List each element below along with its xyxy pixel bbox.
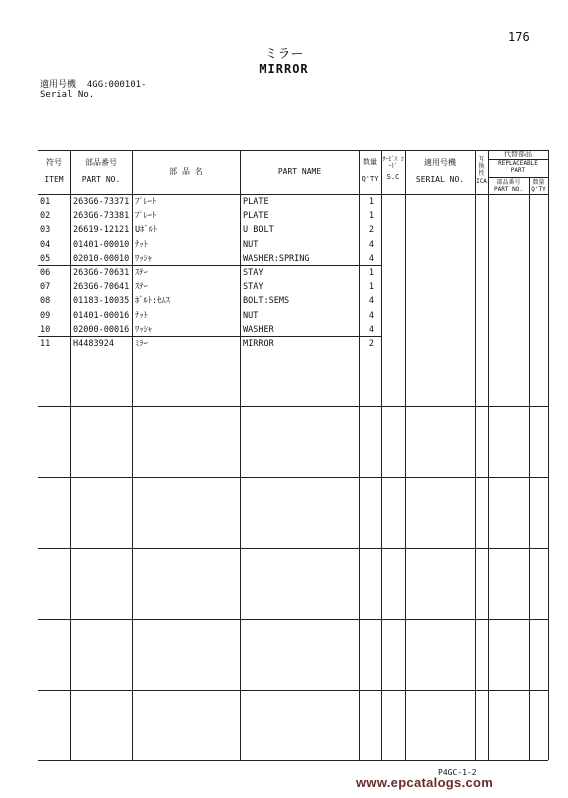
header-interchange-jp: 互換性 bbox=[478, 156, 485, 177]
header-item-jp: 符号 bbox=[46, 158, 62, 167]
header-replaceable-jp: 代替部品 bbox=[504, 150, 532, 158]
item-number: 06 bbox=[40, 268, 51, 278]
part-number: 263G6-70631 bbox=[73, 268, 130, 278]
part-number: 02010-00010 bbox=[73, 253, 130, 264]
header-replaceable bbox=[488, 151, 548, 174]
header-repl-part-no-jp: 部品番号 bbox=[496, 179, 521, 186]
header-replaceable-en1: REPLACEABLE bbox=[498, 160, 538, 167]
header-qty-jp: 数量 bbox=[363, 158, 377, 166]
part-name: BOLT:SEMS bbox=[243, 296, 290, 307]
header-sc-en: S.C bbox=[386, 173, 400, 181]
part-number: 02000-00016 bbox=[73, 324, 130, 335]
quantity: 2 bbox=[368, 225, 374, 236]
quantity: 4 bbox=[368, 310, 374, 321]
part-number: 263G6-73371 bbox=[73, 197, 130, 207]
quantity: 1 bbox=[368, 282, 374, 293]
header-item bbox=[38, 157, 70, 185]
part-name-jp: ﾅｯﾄ bbox=[135, 310, 148, 321]
header-repl-qty-en: Q'TY bbox=[531, 186, 546, 193]
header-interchange bbox=[475, 156, 488, 185]
header-name-jp: 部 品 名 bbox=[169, 167, 203, 176]
part-number: 01401-00010 bbox=[73, 239, 130, 250]
header-repl-part-no bbox=[488, 179, 529, 193]
header-item-en: ITEM bbox=[44, 175, 64, 184]
header-serial-jp: 適用号機 bbox=[424, 158, 456, 167]
header-qty bbox=[359, 157, 381, 185]
item-number: 07 bbox=[40, 282, 51, 293]
quantity: 4 bbox=[368, 253, 374, 264]
item-number: 01 bbox=[40, 197, 51, 207]
item-number: 02 bbox=[40, 211, 51, 222]
part-name: STAY bbox=[243, 268, 264, 278]
footer-code: P4GC-1-2 bbox=[438, 768, 477, 777]
header-repl-qty-jp: 数量 bbox=[532, 179, 545, 186]
header-interchange-en: ICA bbox=[476, 178, 487, 185]
header-sc bbox=[381, 156, 405, 181]
applicable-label-jp: 適用号機 bbox=[40, 80, 77, 90]
part-name-jp: ｽﾃｰ bbox=[135, 268, 148, 278]
part-name: PLATE bbox=[243, 211, 269, 222]
header-qty-en: Q'TY bbox=[361, 175, 379, 183]
part-number: 26619-12121 bbox=[73, 225, 130, 236]
header-sc-jp: ｻｰﾋﾞｽ ｺｰﾄﾞ bbox=[382, 156, 404, 170]
quantity: 2 bbox=[368, 339, 374, 349]
applicable-label-en: Serial No. bbox=[40, 90, 95, 100]
part-name-jp: ﾜｯｼｬ bbox=[135, 324, 153, 335]
part-name: PLATE bbox=[243, 197, 269, 207]
part-name-jp: ﾌﾟﾚｰﾄ bbox=[135, 197, 157, 207]
item-number: 03 bbox=[40, 225, 51, 236]
part-name-jp: ﾅｯﾄ bbox=[135, 239, 148, 250]
quantity: 1 bbox=[368, 268, 374, 278]
part-number: 263G6-73381 bbox=[73, 211, 130, 222]
quantity: 4 bbox=[368, 324, 374, 335]
part-number: 01401-00016 bbox=[73, 310, 130, 321]
part-name: MIRROR bbox=[243, 339, 274, 349]
part-name-jp: ｽﾃｰ bbox=[135, 282, 148, 293]
header-serial-en: SERIAL NO. bbox=[415, 175, 465, 184]
part-name-jp: ﾌﾟﾚｰﾄ bbox=[135, 211, 157, 222]
quantity: 4 bbox=[368, 239, 374, 250]
page-number: 176 bbox=[508, 30, 530, 44]
part-name-jp: ﾐﾗｰ bbox=[135, 339, 148, 349]
quantity: 1 bbox=[368, 197, 374, 207]
header-serial bbox=[405, 157, 475, 185]
part-name-jp: ﾎﾞﾙﾄ:ｾﾑｽ bbox=[135, 296, 170, 307]
item-number: 10 bbox=[40, 324, 51, 335]
part-name-jp: ﾜｯｼｬ bbox=[135, 253, 153, 264]
item-number: 09 bbox=[40, 310, 51, 321]
quantity: 4 bbox=[368, 296, 374, 307]
part-name: WASHER:SPRING bbox=[243, 253, 310, 264]
part-name: NUT bbox=[243, 239, 259, 250]
header-part-no bbox=[70, 157, 132, 185]
item-number: 05 bbox=[40, 253, 51, 264]
item-number: 08 bbox=[40, 296, 51, 307]
header-part-no-jp: 部品番号 bbox=[85, 158, 117, 167]
header-replaceable-en2: PART bbox=[510, 167, 526, 174]
header-part-name: PART NAME bbox=[277, 167, 322, 176]
item-number: 04 bbox=[40, 239, 51, 250]
part-name-jp: Uﾎﾞﾙﾄ bbox=[135, 225, 158, 236]
page-title-jp: ミラー bbox=[264, 47, 304, 62]
page-title-en: MIRROR bbox=[259, 62, 309, 76]
part-name: NUT bbox=[243, 310, 259, 321]
part-number: 01183-10035 bbox=[73, 296, 130, 307]
part-name: STAY bbox=[243, 282, 264, 293]
part-name: U BOLT bbox=[243, 225, 274, 236]
header-repl-part-no-en: PART NO. bbox=[494, 186, 523, 193]
watermark: www.epcatalogs.com bbox=[356, 775, 494, 790]
item-number: 11 bbox=[40, 339, 51, 349]
part-number: 263G6-70641 bbox=[73, 282, 130, 293]
header-repl-qty bbox=[529, 179, 548, 193]
part-name: WASHER bbox=[243, 324, 274, 335]
applicable-value: 4GG:000101- bbox=[86, 80, 147, 90]
header-part-no-en: PART NO. bbox=[81, 175, 121, 184]
part-number: H4483924 bbox=[73, 339, 114, 349]
quantity: 1 bbox=[368, 211, 374, 222]
